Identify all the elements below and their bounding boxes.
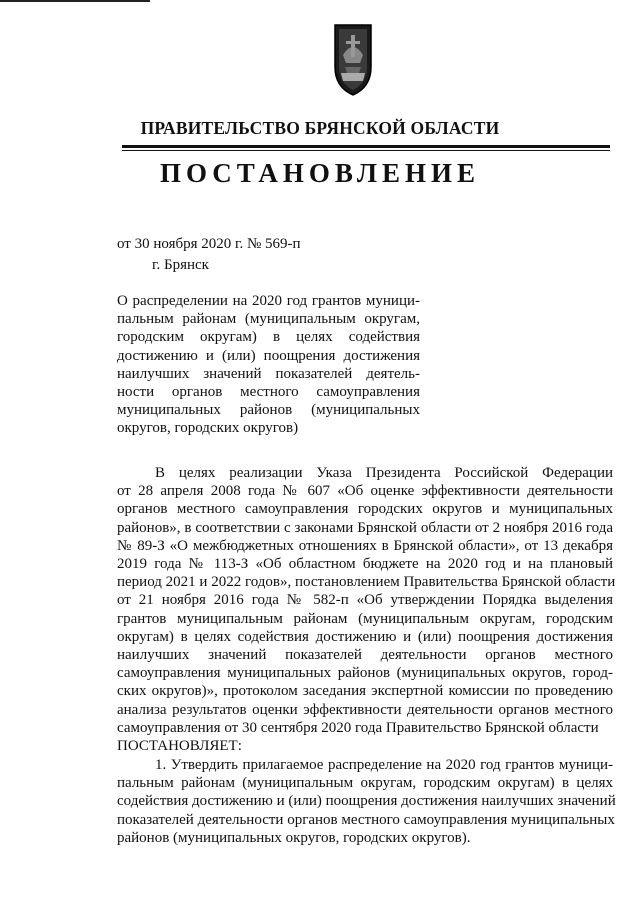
preamble-paragraph [117, 464, 616, 755]
preamble-line: от 28 апреля 2008 года № 607 «Об оценке эффективности деятельности [117, 483, 613, 500]
document-type-title: ПОСТАНОВЛЕНИЕ [159, 158, 481, 188]
preamble-line: № 89-З «О межбюджетных отношениях в Брянской области», от 13 декабря [117, 537, 613, 554]
preamble-line: 2019 года № 113-З «Об областном бюджете на 2020 год и на плановый [117, 556, 613, 573]
subject-line: наилучших значений показателей деятель- [117, 365, 420, 382]
item-1-line: показателей деятельности органов местного самоуправления муниципальных [117, 811, 615, 828]
top-edge-line [0, 0, 150, 2]
preamble-line: от 21 ноября 2016 года № 582-п «Об утверждении Порядка выделения [117, 592, 613, 609]
preamble-line: органов местного самоуправления городских округов и муниципальных [117, 501, 613, 518]
subject-line: муниципальных районов (муниципальных [117, 402, 420, 419]
preamble-line: самоуправления муниципальных районов (муниципальных округов, город- [117, 665, 613, 682]
preamble-line: самоуправления от 30 сентября 2020 года Правительство Брянской области [117, 719, 599, 736]
subject-line: достижению и (или) поощрения достижения [117, 347, 420, 364]
subject-line: пальным районам (муниципальным округам, [117, 311, 420, 328]
preamble-line: ских округов)», протоколом заседания экспертной комиссии по проведению [117, 683, 613, 700]
resolves-word: ПОСТАНОВЛЯЕТ: [117, 738, 242, 755]
document-subject [117, 292, 420, 438]
preamble-line: районов», в соответствии с законами Брянской области от 2 ноября 2016 года [117, 519, 613, 536]
subject-line: ности органов местного самоуправления [117, 384, 420, 401]
item-1-line: пальным районам (муниципальным округам, городским округам) в целях [117, 775, 613, 792]
item-1-paragraph [117, 756, 616, 847]
header-divider-thick [122, 145, 610, 148]
coat-of-arms-icon [329, 21, 377, 97]
subject-line: О распределении на 2020 год грантов муници- [117, 293, 420, 309]
item-1-line: 1. Утвердить прилагаемое распределение на 2020 год грантов муници- [155, 757, 613, 773]
government-title: ПРАВИТЕЛЬСТВО БРЯНСКОЙ ОБЛАСТИ [140, 118, 500, 138]
item-1-line: районов (муниципальных округов, городских округов). [117, 829, 471, 846]
document-date-number: от 30 ноября 2020 г. № 569-п [117, 236, 301, 252]
preamble-line: В целях реализации Указа Президента Российской Федерации [155, 465, 613, 481]
preamble-line: округам) в целях содействия достижению и (или) поощрения достижения [117, 628, 613, 645]
subject-line: округов, городских округов) [117, 420, 299, 437]
document-city: г. Брянск [152, 257, 209, 273]
preamble-line: период 2021 и 2022 годов», постановлением Правительства Брянской области [117, 574, 616, 591]
preamble-line: грантов муниципальным районам (муниципальным округам, городским [117, 610, 613, 627]
preamble-line: анализа результатов оценки эффективности деятельности органов местного [117, 701, 613, 718]
preamble-line: наилучших значений показателей деятельности органов местного [117, 647, 613, 664]
subject-line: городским округам) в целях содействия [117, 329, 420, 346]
header-divider-thin [122, 150, 610, 151]
item-1-line: содействия достижению и (или) поощрения достижения наилучших значений [117, 793, 616, 810]
